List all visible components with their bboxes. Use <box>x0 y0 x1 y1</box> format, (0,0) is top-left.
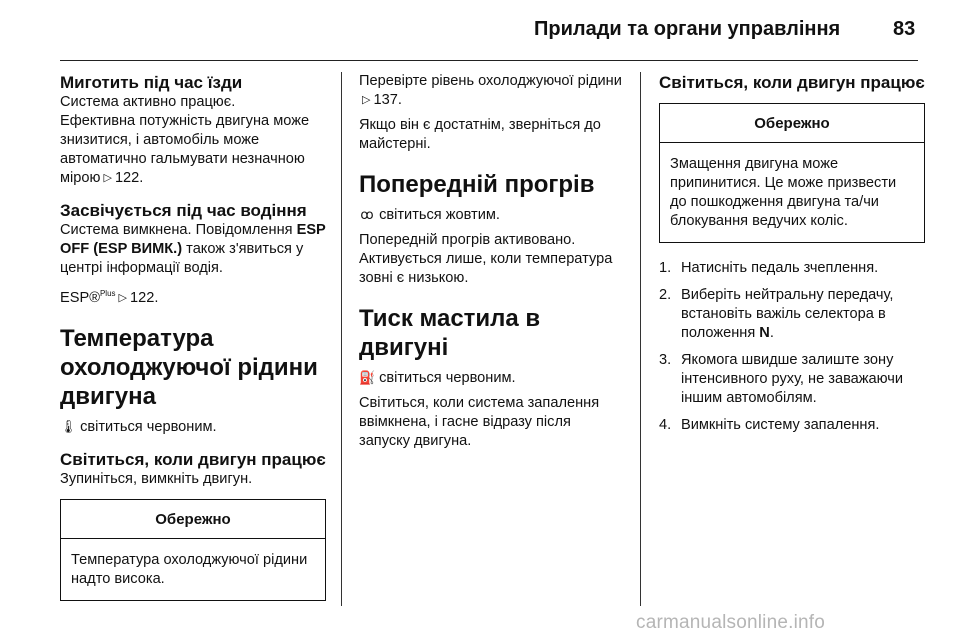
warning-box <box>659 103 925 243</box>
section-heading: Тиск мастила в двигуні <box>359 305 541 361</box>
body-text: Система вимкнена. Повідомлення ESP OFF (ESP ВИМК.) також з'явиться у центрі інформації водія. <box>60 222 326 276</box>
section-heading: Світиться, коли двигун працює <box>60 449 326 469</box>
warning-heading: Обережно <box>660 104 924 143</box>
glow-plug-icon: ꝏ <box>360 207 374 222</box>
reference-arrow-icon: ▷ <box>103 172 112 184</box>
section-heading: Миготить під час їзди <box>60 73 243 92</box>
page-number: 83 <box>893 18 916 40</box>
coolant-temperature-icon: 🌡 <box>60 418 77 434</box>
column-divider <box>341 72 342 606</box>
header-divider <box>60 60 918 61</box>
body-text: Попередній прогрів активовано. Активується лише, коли температура зовні є низькою. <box>359 232 613 286</box>
body-text: 🌡 світиться червоним. <box>60 418 217 435</box>
body-text: Зупиніться, вимкніть двигун. <box>60 470 253 487</box>
column-3 <box>659 72 925 443</box>
warning-text: Змащення двигуна може припинитися. Це може призвести до пошкодження двигуна та/чи блокування ведучих коліс. <box>670 156 897 229</box>
section-heading: Попередній прогрів <box>359 171 595 198</box>
list-item: 2. Виберіть нейтральну передачу, встановіть важіль селектора в положення N. <box>659 287 894 341</box>
page-reference[interactable]: 122. <box>130 289 159 306</box>
body-text: ꝏ світиться жовтим. <box>360 207 500 223</box>
body-text: ESP®$^{Plus}$ ▷ 122. <box>60 289 159 306</box>
list-item: 1. Натисніть педаль зчеплення. <box>659 260 879 276</box>
body-text: Якщо він є достатнім, зверніться до майстерні. <box>359 117 601 152</box>
column-divider <box>640 72 641 606</box>
watermark: carmanualsonline.info <box>636 612 826 633</box>
warning-box <box>60 499 326 601</box>
display-message: ESP OFF (ESP ВИМК.) <box>60 222 326 257</box>
page-header-title: Прилади та органи управління <box>534 18 841 40</box>
column-2 <box>359 72 625 451</box>
page-reference[interactable]: 137. <box>373 92 402 108</box>
body-text: Світиться, коли система запалення ввімкнена, і гасне відразу після запуску двигуна. <box>359 395 600 449</box>
warning-heading: Обережно <box>61 500 325 539</box>
oil-pressure-icon: ⛽ <box>359 370 376 385</box>
body-text: Ефективна потужність двигуна може знизитися, і автомобіль може автоматично гальмувати незначною мірою ▷ 122. <box>60 113 310 186</box>
list-item: 3. Якомога швидше залиште зону інтенсивного руху, не заважаючи іншим автомобілям. <box>659 352 904 406</box>
body-text: Перевірте рівень охолоджуючої рідини▷ 137. <box>359 73 622 108</box>
column-1 <box>60 72 326 601</box>
section-heading: Температура охолоджуючої рідини двигуна <box>60 324 318 410</box>
warning-text: Температура охолоджуючої рідини надто висока. <box>71 551 308 587</box>
section-heading: Засвічується під час водіння <box>60 201 307 220</box>
reference-arrow-icon: ▷ <box>118 291 127 304</box>
body-text: Система активно працює. <box>60 94 236 110</box>
page-reference[interactable]: 122. <box>114 170 144 186</box>
step-list <box>659 259 925 435</box>
section-heading: Світиться, коли двигун працює <box>659 73 925 92</box>
list-item: 4. Вимкніть систему запалення. <box>659 417 880 433</box>
body-text: ⛽ світиться червоним. <box>359 370 516 386</box>
reference-arrow-icon: ▷ <box>362 94 371 106</box>
